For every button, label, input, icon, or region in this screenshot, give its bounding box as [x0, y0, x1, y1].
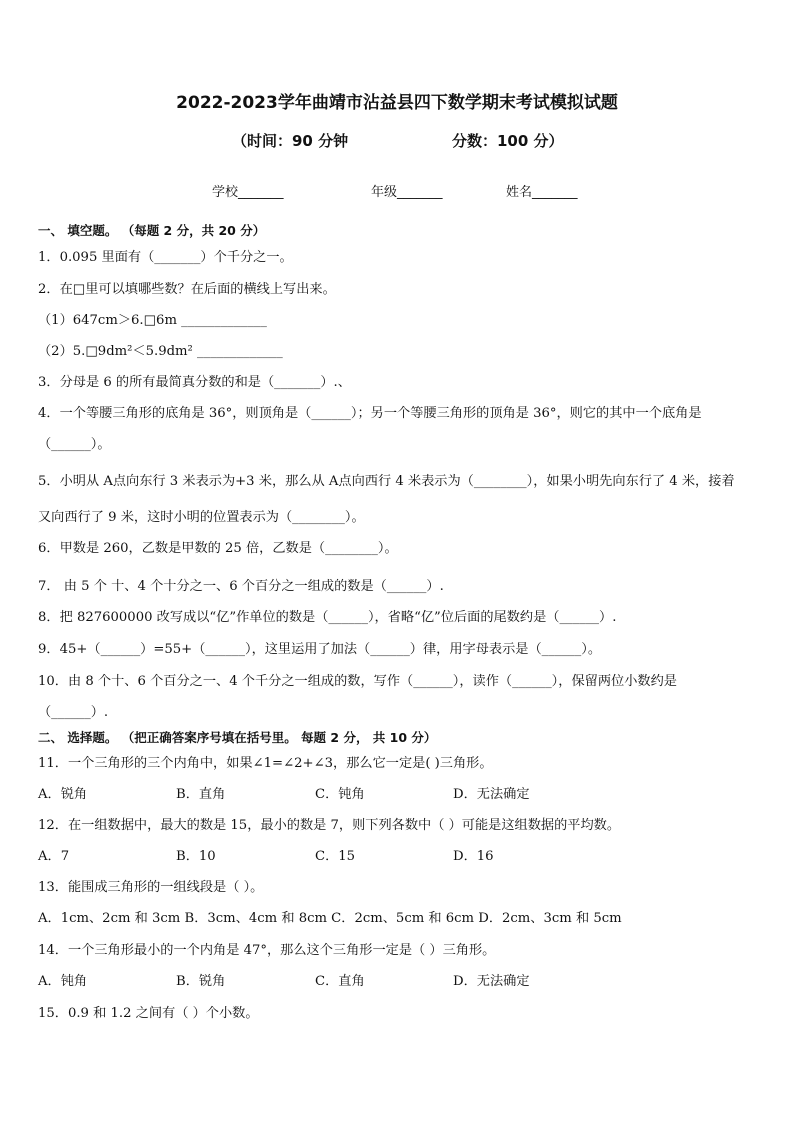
question-12-option-d: D．16 [453, 849, 494, 864]
question-3: 3．分母是 6 的所有最简真分数的和是（_______）.、 [38, 375, 351, 390]
question-12-option-b: B．10 [176, 849, 216, 864]
page-title: 2022-2023学年曲靖市沾益县四下数学期末考试模拟试题 [176, 93, 618, 113]
question-11-option-a: A．锐角 [38, 787, 88, 802]
name-field: 姓名_______ [506, 185, 578, 200]
question-14-option-a: A．钝角 [38, 974, 88, 989]
question-11: 11．一个三角形的三个内角中，如果∠1=∠2+∠3，那么它一定是( )三角形。 [38, 756, 493, 771]
exam-score: 分数：100 分） [452, 132, 564, 150]
question-13-options: A．1cm、2cm 和 3cm B．3cm、4cm 和 8cm C．2cm、5cm 和 6cm D．2cm、3cm 和 5cm [38, 911, 622, 926]
question-14: 14．一个三角形最小的一个内角是 47°，那么这个三角形一定是（ ）三角形。 [38, 943, 496, 958]
question-14-option-b: B．锐角 [176, 974, 226, 989]
question-12-option-a: A．7 [38, 849, 70, 864]
exam-time: （时间：90 分钟 [232, 132, 349, 150]
question-9: 9．45+（______）=55+（______），这里运用了加法（______）律，用字母表示是（______）。 [38, 642, 602, 657]
question-12: 12．在一组数据中，最大的数是 15，最小的数是 7，则下列各数中（ ）可能是这组数据的平均数。 [38, 818, 621, 833]
question-5-line-2: 又向西行了 9 米，这时小明的位置表示为（________）。 [38, 510, 365, 525]
question-6: 6．甲数是 260，乙数是甲数的 25 倍，乙数是（________）。 [38, 541, 398, 556]
question-11-option-d: D．无法确定 [453, 787, 530, 802]
section2-heading: 二、 选择题。 （把正确答案序号填在括号里。 每题 2 分， 共 10 分） [38, 730, 437, 745]
question-8: 8．把 827600000 改写成以“亿”作单位的数是（______），省略“亿”位后面的尾数约是（______）. [38, 610, 617, 625]
question-7: 7． 由 5 个 十、4 个十分之一、6 个百分之一组成的数是（______）. [38, 579, 444, 594]
question-14-option-d: D．无法确定 [453, 974, 530, 989]
question-15: 15．0.9 和 1.2 之间有（ ）个小数。 [38, 1006, 259, 1021]
question-2: 2．在□里可以填哪些数？在后面的横线上写出来。 [38, 282, 336, 297]
section1-heading: 一、 填空题。 （每题 2 分，共 20 分） [38, 223, 266, 238]
question-10-line-1: 10．由 8 个十、6 个百分之一、4 个千分之一组成的数，写作（______），读作（______），保留两位小数约是 [38, 674, 677, 689]
question-1: 1．0.095 里面有（_______）个千分之一。 [38, 250, 293, 265]
grade-field: 年级_______ [371, 185, 443, 200]
question-14-option-c: C．直角 [315, 974, 365, 989]
question-11-option-c: C．钝角 [315, 787, 365, 802]
question-10-line-2: （______）. [38, 705, 109, 720]
question-4-line-1: 4．一个等腰三角形的底角是 36°，则顶角是（______）；另一个等腰三角形的顶角是 36°，则它的其中一个底角是 [38, 406, 702, 421]
question-4-line-2: （______）。 [38, 437, 111, 452]
question-13: 13．能围成三角形的一组线段是（ ）。 [38, 880, 264, 895]
question-12-option-c: C．15 [315, 849, 356, 864]
question-2-part-2: （2）5.□9dm²＜5.9dm² _____________ [38, 344, 283, 359]
question-5-line-1: 5．小明从 A点向东行 3 米表示为+3 米，那么从 A点向西行 4 米表示为（________），如果小明先向东行了 4 米，接着 [38, 474, 735, 489]
question-2-part-1: （1）647cm＞6.□6m _____________ [38, 313, 267, 328]
question-11-option-b: B．直角 [176, 787, 226, 802]
school-field: 学校_______ [212, 185, 284, 200]
